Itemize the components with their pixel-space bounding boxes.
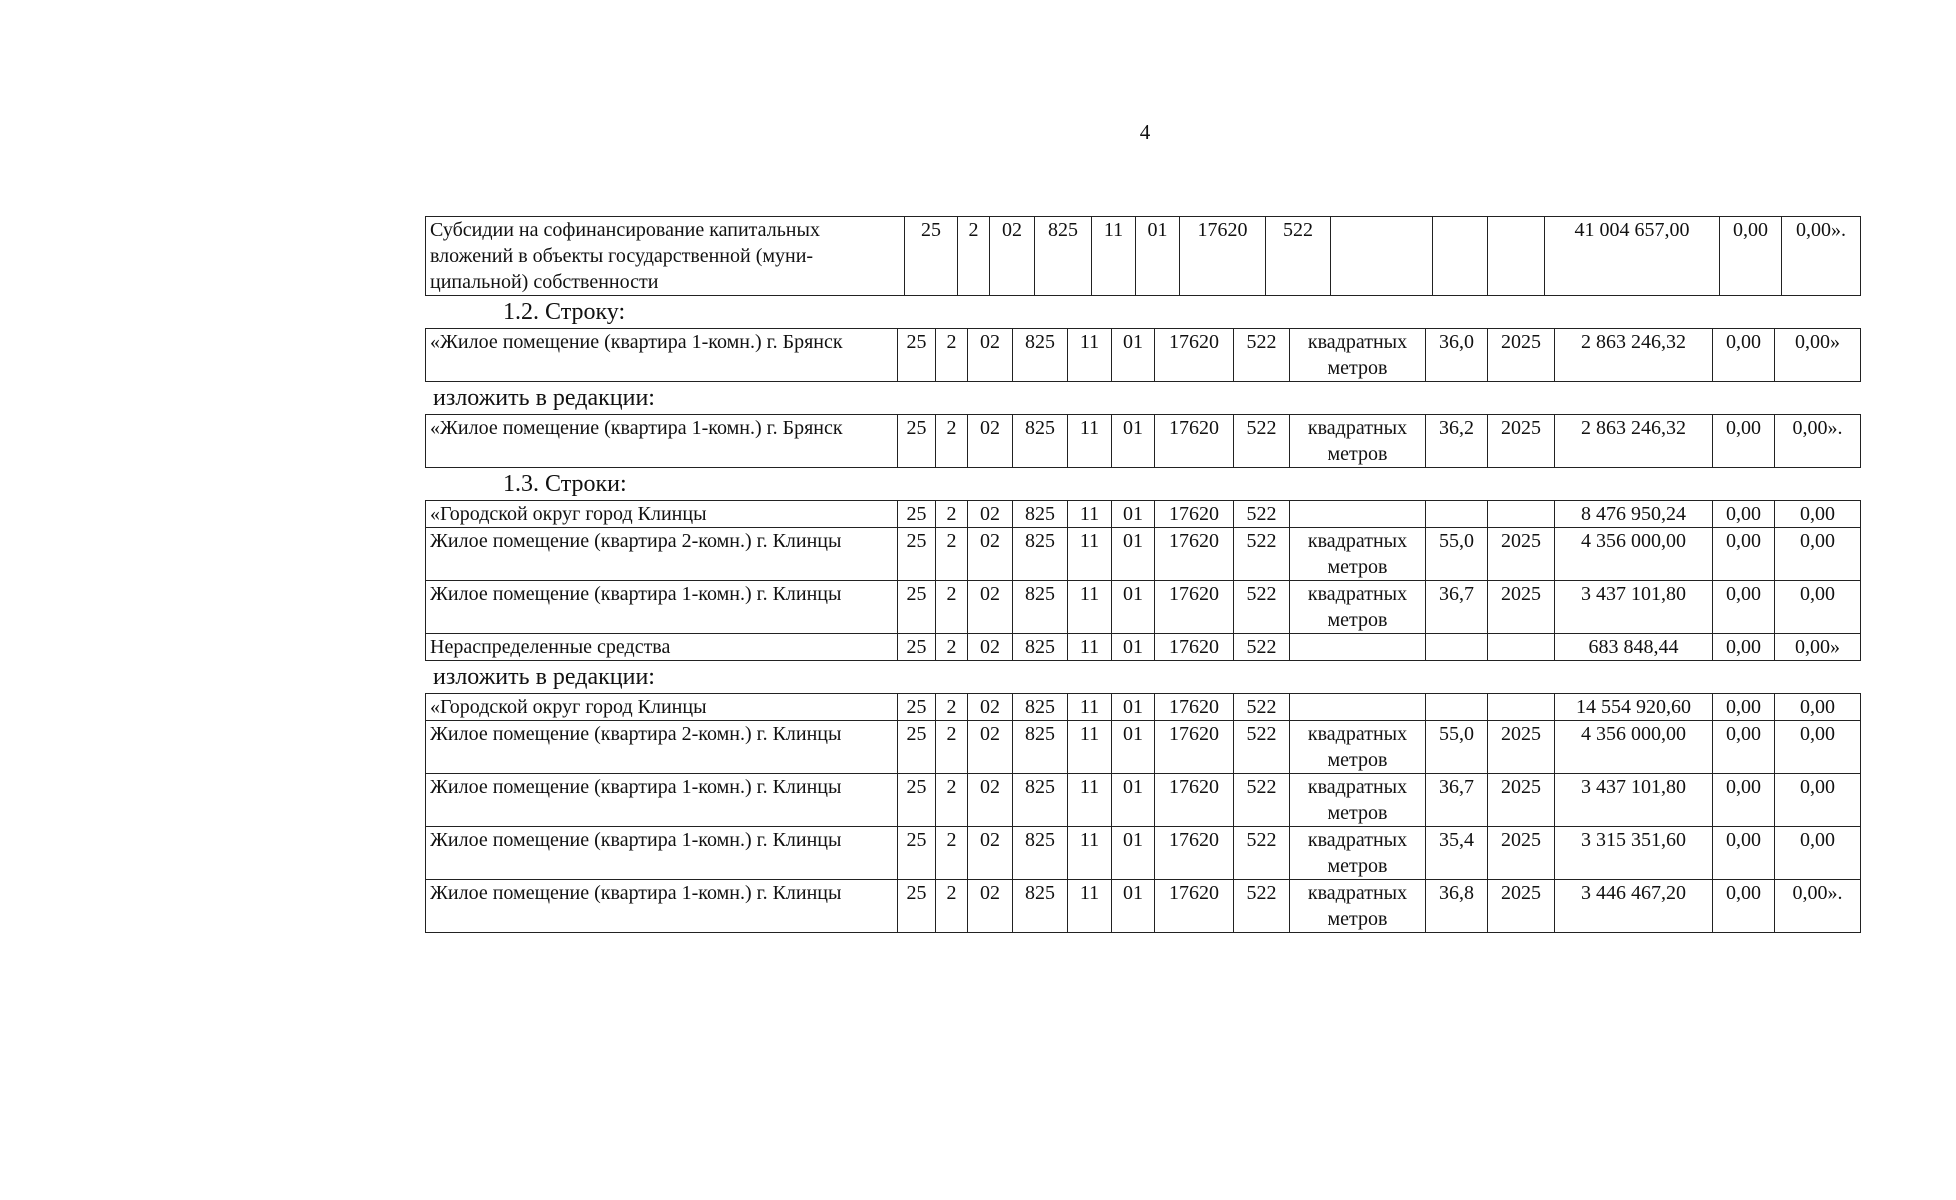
cell-code-7: 17620 bbox=[1155, 581, 1234, 634]
cell-code-5: 11 bbox=[1068, 501, 1112, 528]
cell-amount: 3 446 467,20 bbox=[1555, 880, 1713, 933]
cell-code-1: 25 bbox=[898, 581, 936, 634]
table-row bbox=[426, 634, 1861, 661]
cell-code-2: 2 bbox=[936, 634, 968, 661]
cell-code-3: 02 bbox=[968, 774, 1013, 827]
replace-label-1-2: изложить в редакции: bbox=[433, 385, 655, 411]
cell-amount: 4 356 000,00 bbox=[1555, 528, 1713, 581]
cell-code-8: 522 bbox=[1234, 694, 1290, 721]
cell-quantity: 35,4 bbox=[1426, 827, 1488, 880]
cell-code-4: 825 bbox=[1013, 721, 1068, 774]
cell-amount: 3 437 101,80 bbox=[1555, 581, 1713, 634]
cell-code-8: 522 bbox=[1234, 880, 1290, 933]
cell-code-4: 825 bbox=[1013, 528, 1068, 581]
cell-code-8: 522 bbox=[1234, 827, 1290, 880]
cell-code-8: 522 bbox=[1234, 721, 1290, 774]
cell-unit bbox=[1290, 694, 1426, 721]
cell-value-2: 0,00 bbox=[1775, 694, 1861, 721]
cell-code-6: 01 bbox=[1112, 581, 1155, 634]
cell-code-1: 25 bbox=[898, 501, 936, 528]
cell-code-2: 2 bbox=[936, 827, 968, 880]
cell-code-8: 522 bbox=[1234, 528, 1290, 581]
cell-unit: квадратных метров bbox=[1290, 880, 1426, 933]
cell-code-1: 25 bbox=[898, 880, 936, 933]
cell-code-8: 522 bbox=[1234, 581, 1290, 634]
cell-quantity: 36,8 bbox=[1426, 880, 1488, 933]
cell-amount: 683 848,44 bbox=[1555, 634, 1713, 661]
cell-code-4: 825 bbox=[1013, 581, 1068, 634]
cell-value-1: 0,00 bbox=[1713, 880, 1775, 933]
cell-quantity: 36,2 bbox=[1426, 415, 1488, 468]
cell-name: Жилое помещение (квартира 1-комн.) г. Клинцы bbox=[426, 581, 898, 634]
cell-code-6: 01 bbox=[1112, 501, 1155, 528]
cell-value-2: 0,00 bbox=[1775, 528, 1861, 581]
table-row bbox=[426, 694, 1861, 721]
cell-unit: квадратных метров bbox=[1290, 528, 1426, 581]
cell-code-8: 522 bbox=[1234, 501, 1290, 528]
cell-code-2: 2 bbox=[936, 721, 968, 774]
cell-name: Жилое помещение (квартира 2-комн.) г. Клинцы bbox=[426, 528, 898, 581]
document-body bbox=[425, 216, 1860, 933]
cell-quantity: 55,0 bbox=[1426, 721, 1488, 774]
table-row bbox=[426, 880, 1861, 933]
cell-amount: 3 437 101,80 bbox=[1555, 774, 1713, 827]
cell-value-2: 0,00 bbox=[1775, 827, 1861, 880]
table-row bbox=[426, 528, 1861, 581]
cell-code-3: 02 bbox=[968, 694, 1013, 721]
cell-code-1: 25 bbox=[898, 329, 936, 382]
cell-value-1: 0,00 bbox=[1713, 774, 1775, 827]
page-number: 4 bbox=[1139, 120, 1151, 144]
cell-unit bbox=[1290, 501, 1426, 528]
cell-code-1: 25 bbox=[898, 694, 936, 721]
table-row bbox=[426, 329, 1861, 382]
cell-code-7: 17620 bbox=[1155, 721, 1234, 774]
cell-unit bbox=[1290, 634, 1426, 661]
first-table bbox=[425, 216, 1861, 296]
section-1-3-before-body bbox=[426, 501, 1861, 661]
cell-code-4: 825 bbox=[1013, 774, 1068, 827]
cell-quantity bbox=[1433, 217, 1488, 296]
cell-code-5: 11 bbox=[1068, 694, 1112, 721]
cell-amount: 8 476 950,24 bbox=[1555, 501, 1713, 528]
cell-code-6: 01 bbox=[1112, 880, 1155, 933]
first-table-body bbox=[426, 217, 1861, 296]
cell-year: 2025 bbox=[1488, 721, 1555, 774]
cell-value-1: 0,00 bbox=[1713, 634, 1775, 661]
cell-code-3: 02 bbox=[968, 721, 1013, 774]
cell-value-1: 0,00 bbox=[1720, 217, 1782, 296]
section-1-3-before-table bbox=[425, 500, 1861, 661]
cell-year bbox=[1488, 501, 1555, 528]
cell-quantity: 36,7 bbox=[1426, 774, 1488, 827]
cell-code-2: 2 bbox=[936, 329, 968, 382]
cell-code-4: 825 bbox=[1013, 329, 1068, 382]
cell-value-2: 0,00 bbox=[1775, 774, 1861, 827]
cell-code-6: 01 bbox=[1112, 774, 1155, 827]
cell-code-3: 02 bbox=[968, 581, 1013, 634]
cell-code-4: 825 bbox=[1013, 694, 1068, 721]
cell-unit: квадратных метров bbox=[1290, 774, 1426, 827]
cell-code-6: 01 bbox=[1112, 827, 1155, 880]
cell-code-4: 825 bbox=[1013, 415, 1068, 468]
section-1-2-after-table bbox=[425, 414, 1861, 468]
cell-code-3: 02 bbox=[968, 329, 1013, 382]
cell-code-7: 17620 bbox=[1155, 329, 1234, 382]
cell-code-5: 11 bbox=[1092, 217, 1136, 296]
cell-year bbox=[1488, 694, 1555, 721]
table-row bbox=[426, 501, 1861, 528]
section-1-3-after-table bbox=[425, 693, 1861, 933]
cell-unit: квадратных метров bbox=[1290, 329, 1426, 382]
cell-code-2: 2 bbox=[936, 694, 968, 721]
section-heading-1-2: 1.2. Строку: bbox=[503, 299, 626, 325]
cell-year: 2025 bbox=[1488, 329, 1555, 382]
cell-code-7: 17620 bbox=[1155, 880, 1234, 933]
cell-name: «Жилое помещение (квартира 1-комн.) г. Брянск bbox=[426, 415, 898, 468]
cell-name: Субсидии на софинансирование капитальных вложений в объекты государственной (муни-ципальной) собственности bbox=[426, 217, 905, 296]
table-row bbox=[426, 827, 1861, 880]
cell-code-5: 11 bbox=[1068, 634, 1112, 661]
table-row bbox=[426, 217, 1861, 296]
cell-code-5: 11 bbox=[1068, 721, 1112, 774]
cell-year bbox=[1488, 217, 1545, 296]
cell-code-8: 522 bbox=[1234, 774, 1290, 827]
cell-code-8: 522 bbox=[1234, 329, 1290, 382]
cell-code-8: 522 bbox=[1234, 415, 1290, 468]
cell-code-3: 02 bbox=[968, 528, 1013, 581]
cell-value-1: 0,00 bbox=[1713, 528, 1775, 581]
cell-value-1: 0,00 bbox=[1713, 329, 1775, 382]
table-row bbox=[426, 774, 1861, 827]
cell-code-7: 17620 bbox=[1155, 528, 1234, 581]
cell-code-6: 01 bbox=[1136, 217, 1180, 296]
cell-value-1: 0,00 bbox=[1713, 827, 1775, 880]
cell-code-5: 11 bbox=[1068, 827, 1112, 880]
cell-code-1: 25 bbox=[898, 774, 936, 827]
cell-year: 2025 bbox=[1488, 528, 1555, 581]
cell-code-1: 25 bbox=[898, 634, 936, 661]
cell-code-7: 17620 bbox=[1155, 827, 1234, 880]
cell-code-6: 01 bbox=[1112, 694, 1155, 721]
cell-code-3: 02 bbox=[968, 501, 1013, 528]
cell-amount: 4 356 000,00 bbox=[1555, 721, 1713, 774]
cell-unit: квадратных метров bbox=[1290, 827, 1426, 880]
cell-value-2: 0,00 bbox=[1775, 501, 1861, 528]
cell-quantity: 36,0 bbox=[1426, 329, 1488, 382]
section-1-3-after-body bbox=[426, 694, 1861, 933]
cell-value-1: 0,00 bbox=[1713, 501, 1775, 528]
cell-amount: 41 004 657,00 bbox=[1545, 217, 1720, 296]
cell-code-6: 01 bbox=[1112, 415, 1155, 468]
cell-code-7: 17620 bbox=[1180, 217, 1266, 296]
cell-code-8: 522 bbox=[1234, 634, 1290, 661]
cell-year: 2025 bbox=[1488, 774, 1555, 827]
cell-code-3: 02 bbox=[968, 827, 1013, 880]
cell-year: 2025 bbox=[1488, 827, 1555, 880]
cell-unit bbox=[1331, 217, 1433, 296]
cell-code-5: 11 bbox=[1068, 774, 1112, 827]
cell-code-4: 825 bbox=[1013, 634, 1068, 661]
section-heading-1-3: 1.3. Строки: bbox=[503, 471, 627, 497]
cell-quantity bbox=[1426, 501, 1488, 528]
cell-name: Жилое помещение (квартира 1-комн.) г. Клинцы bbox=[426, 827, 898, 880]
cell-year: 2025 bbox=[1488, 880, 1555, 933]
cell-code-5: 11 bbox=[1068, 415, 1112, 468]
cell-code-5: 11 bbox=[1068, 880, 1112, 933]
cell-code-1: 25 bbox=[898, 528, 936, 581]
cell-value-2: 0,00». bbox=[1775, 415, 1861, 468]
cell-amount: 14 554 920,60 bbox=[1555, 694, 1713, 721]
cell-code-1: 25 bbox=[898, 415, 936, 468]
cell-code-6: 01 bbox=[1112, 634, 1155, 661]
cell-code-7: 17620 bbox=[1155, 694, 1234, 721]
cell-code-1: 25 bbox=[905, 217, 958, 296]
cell-code-5: 11 bbox=[1068, 581, 1112, 634]
cell-code-6: 01 bbox=[1112, 721, 1155, 774]
cell-code-3: 02 bbox=[968, 634, 1013, 661]
cell-value-2: 0,00». bbox=[1782, 217, 1861, 296]
cell-code-2: 2 bbox=[936, 880, 968, 933]
cell-code-2: 2 bbox=[936, 528, 968, 581]
cell-quantity bbox=[1426, 694, 1488, 721]
cell-unit: квадратных метров bbox=[1290, 721, 1426, 774]
cell-name: Жилое помещение (квартира 1-комн.) г. Клинцы bbox=[426, 880, 898, 933]
cell-code-3: 02 bbox=[968, 415, 1013, 468]
cell-amount: 3 315 351,60 bbox=[1555, 827, 1713, 880]
cell-code-3: 02 bbox=[968, 880, 1013, 933]
cell-code-4: 825 bbox=[1035, 217, 1092, 296]
replace-label-1-3: изложить в редакции: bbox=[433, 664, 655, 690]
cell-value-2: 0,00» bbox=[1775, 634, 1861, 661]
cell-quantity: 55,0 bbox=[1426, 528, 1488, 581]
cell-value-2: 0,00». bbox=[1775, 880, 1861, 933]
table-row bbox=[426, 581, 1861, 634]
cell-code-4: 825 bbox=[1013, 501, 1068, 528]
section-1-2-before-body bbox=[426, 329, 1861, 382]
section-1-2-after-body bbox=[426, 415, 1861, 468]
cell-code-6: 01 bbox=[1112, 528, 1155, 581]
cell-code-2: 2 bbox=[936, 501, 968, 528]
table-row bbox=[426, 721, 1861, 774]
cell-amount: 2 863 246,32 bbox=[1555, 329, 1713, 382]
cell-code-2: 2 bbox=[936, 581, 968, 634]
cell-year: 2025 bbox=[1488, 415, 1555, 468]
cell-unit: квадратных метров bbox=[1290, 415, 1426, 468]
cell-code-2: 2 bbox=[936, 774, 968, 827]
cell-code-7: 17620 bbox=[1155, 415, 1234, 468]
cell-code-7: 17620 bbox=[1155, 634, 1234, 661]
cell-quantity: 36,7 bbox=[1426, 581, 1488, 634]
cell-quantity bbox=[1426, 634, 1488, 661]
cell-code-4: 825 bbox=[1013, 827, 1068, 880]
cell-name: «Жилое помещение (квартира 1-комн.) г. Брянск bbox=[426, 329, 898, 382]
cell-name: Нераспределенные средства bbox=[426, 634, 898, 661]
section-1-2-before-table bbox=[425, 328, 1861, 382]
cell-code-8: 522 bbox=[1266, 217, 1331, 296]
cell-code-5: 11 bbox=[1068, 329, 1112, 382]
cell-name: Жилое помещение (квартира 1-комн.) г. Клинцы bbox=[426, 774, 898, 827]
cell-value-1: 0,00 bbox=[1713, 415, 1775, 468]
cell-value-1: 0,00 bbox=[1713, 721, 1775, 774]
cell-code-7: 17620 bbox=[1155, 501, 1234, 528]
cell-value-1: 0,00 bbox=[1713, 694, 1775, 721]
cell-code-2: 2 bbox=[958, 217, 990, 296]
cell-name: «Городской округ город Клинцы bbox=[426, 694, 898, 721]
cell-code-2: 2 bbox=[936, 415, 968, 468]
cell-year: 2025 bbox=[1488, 581, 1555, 634]
cell-value-2: 0,00 bbox=[1775, 581, 1861, 634]
cell-code-1: 25 bbox=[898, 721, 936, 774]
cell-year bbox=[1488, 634, 1555, 661]
table-row bbox=[426, 415, 1861, 468]
cell-code-1: 25 bbox=[898, 827, 936, 880]
cell-name: Жилое помещение (квартира 2-комн.) г. Клинцы bbox=[426, 721, 898, 774]
cell-unit: квадратных метров bbox=[1290, 581, 1426, 634]
cell-code-3: 02 bbox=[990, 217, 1035, 296]
cell-code-7: 17620 bbox=[1155, 774, 1234, 827]
cell-code-5: 11 bbox=[1068, 528, 1112, 581]
cell-amount: 2 863 246,32 bbox=[1555, 415, 1713, 468]
cell-code-4: 825 bbox=[1013, 880, 1068, 933]
cell-code-6: 01 bbox=[1112, 329, 1155, 382]
cell-name: «Городской округ город Клинцы bbox=[426, 501, 898, 528]
cell-value-1: 0,00 bbox=[1713, 581, 1775, 634]
cell-value-2: 0,00» bbox=[1775, 329, 1861, 382]
cell-value-2: 0,00 bbox=[1775, 721, 1861, 774]
